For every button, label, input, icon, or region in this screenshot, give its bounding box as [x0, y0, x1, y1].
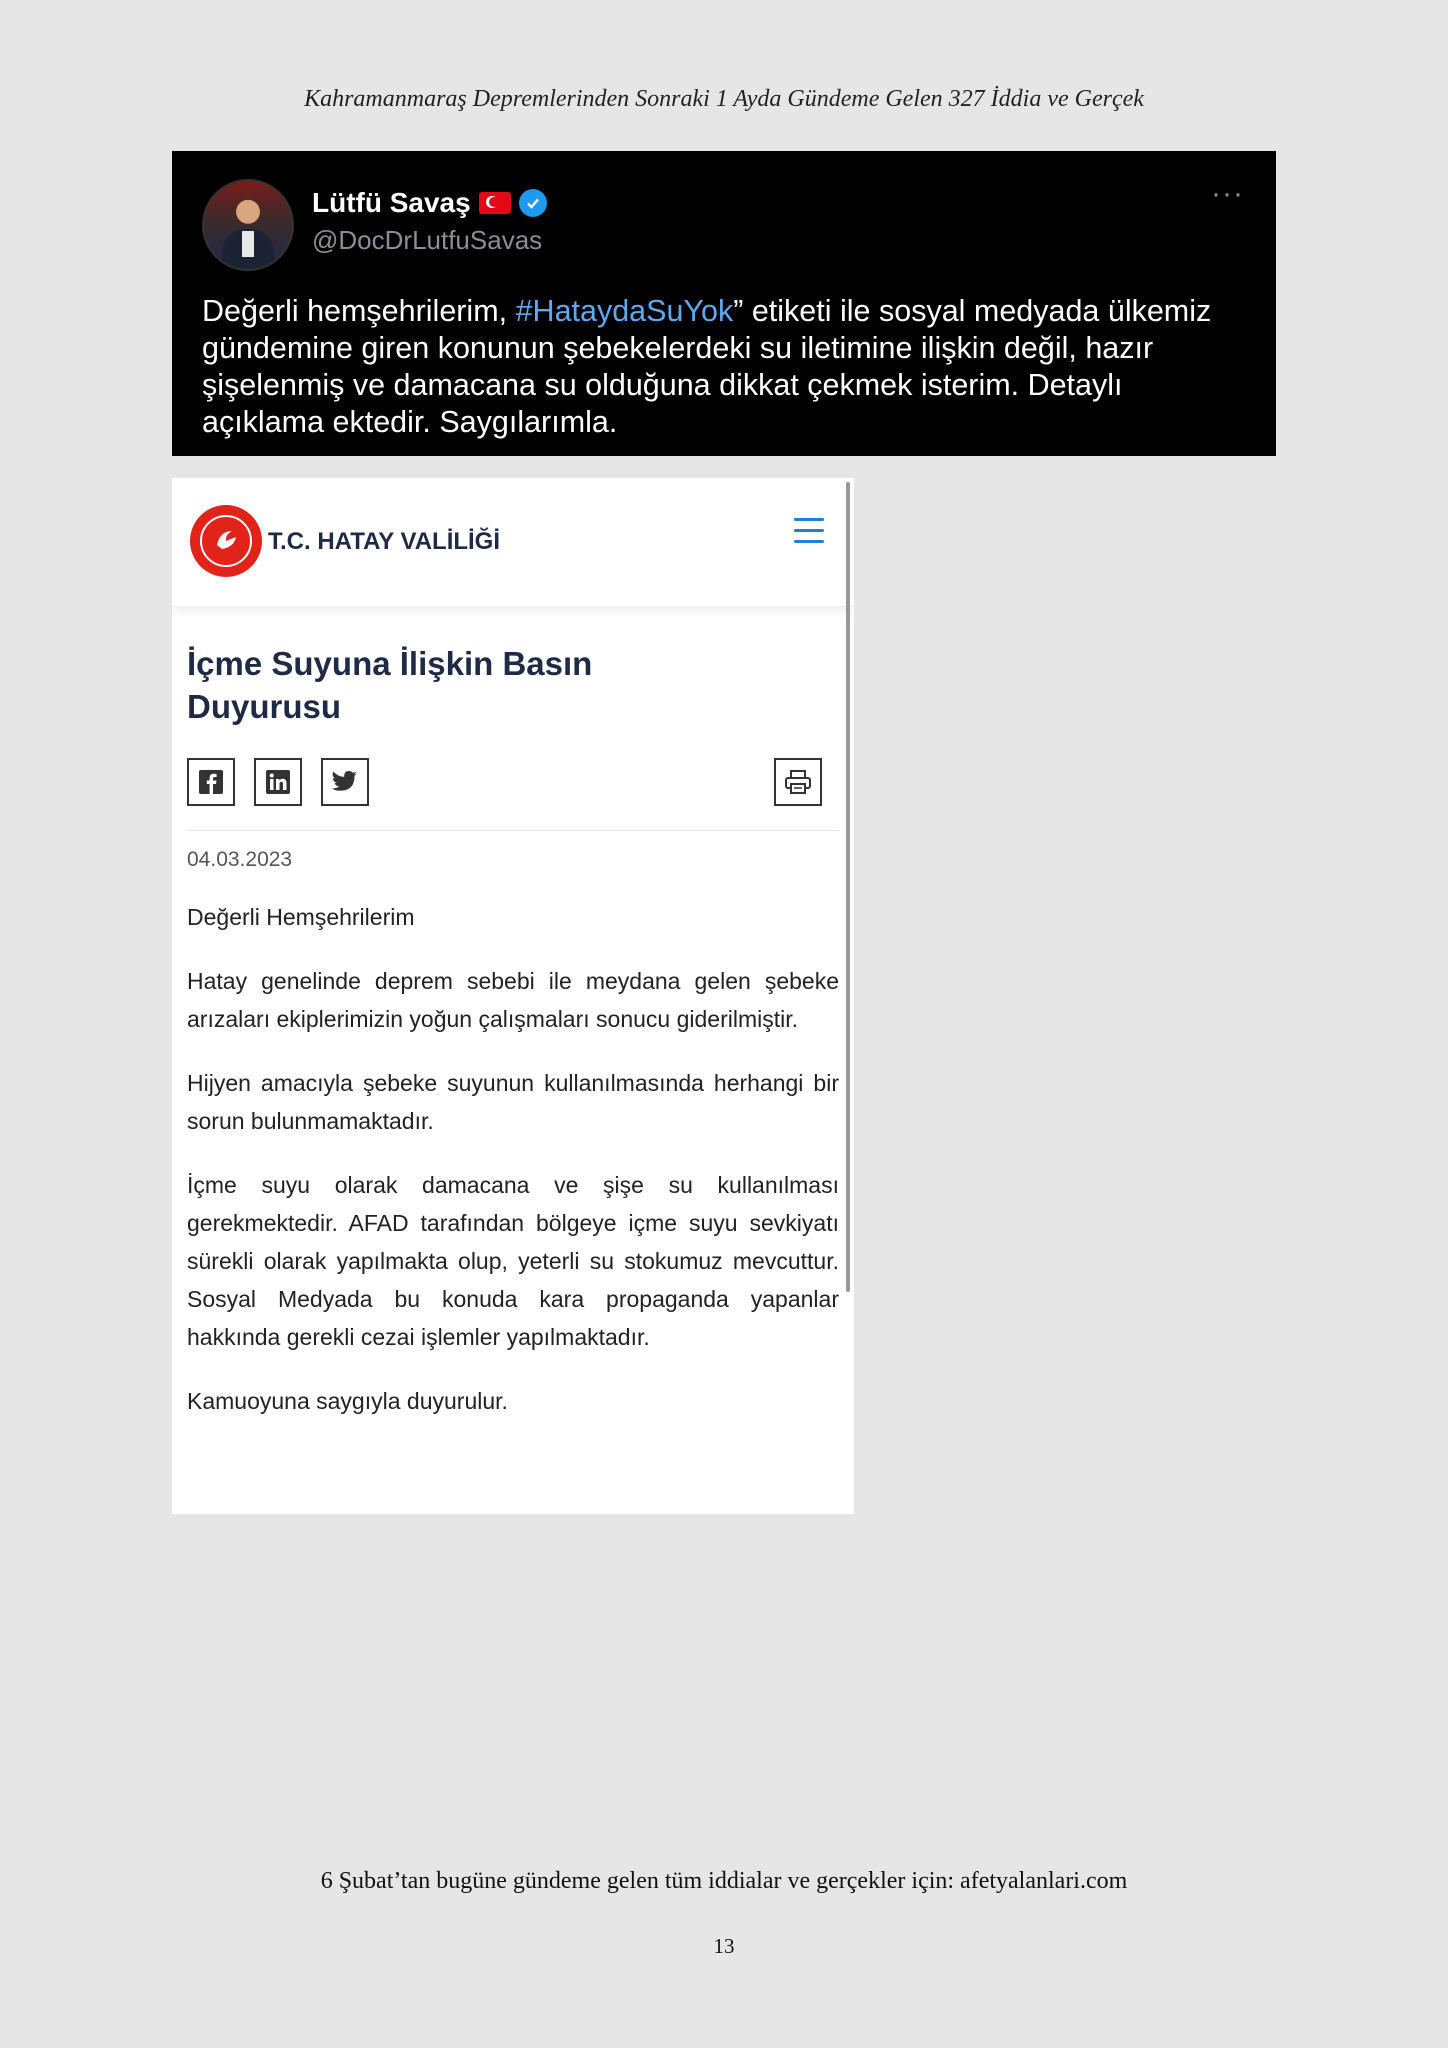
- press-release-body: [187, 898, 839, 1446]
- body-paragraph: Hijyen amacıyla şebeke suyunun kullanılmasında herhangi bir sorun bulunmamaktadır.: [187, 1070, 839, 1134]
- body-paragraph: Kamuoyuna saygıyla duyurulur.: [187, 1388, 508, 1414]
- print-icon: [784, 769, 812, 795]
- page-number: 13: [713, 1934, 735, 1958]
- press-release-card: [172, 478, 854, 1514]
- body-paragraph: İçme suyu olarak damacana ve şişe su kullanılması gerekmektedir. AFAD tarafından bölgeye içme suyu sevkiyatı sürekli olarak yapılmakta olup, yeterli su stokumuz mevcuttur. Sosyal Medyada bu konuda kara propaganda yapanlar hakkında gerekli cezai işlemler yapılmaktadır.: [187, 1172, 839, 1350]
- avatar: [202, 179, 294, 271]
- publish-date: 04.03.2023: [187, 848, 293, 871]
- linkedin-share-button[interactable]: [254, 758, 302, 806]
- body-paragraph: Değerli Hemşehrilerim: [187, 904, 415, 930]
- scrollbar[interactable]: [846, 482, 850, 1292]
- flag-icon: [479, 192, 511, 214]
- tweet-screenshot: [172, 151, 1276, 456]
- menu-icon[interactable]: [794, 518, 824, 548]
- twitter-share-button[interactable]: [321, 758, 369, 806]
- twitter-icon: [332, 771, 358, 793]
- page-title: İçme Suyuna İlişkin Basın Duyurusu: [187, 645, 593, 725]
- tweet-author-name: Lütfü Savaş: [312, 187, 471, 218]
- tweet-handle: @DocDrLutfuSavas: [312, 225, 543, 255]
- running-header: Kahramanmaraş Depremlerinden Sonraki 1 Ayda Gündeme Gelen 327 İddia ve Gerçek: [304, 86, 1144, 112]
- tweet-text: Değerli hemşehrilerim, #HataydaSuYok” etiketi ile sosyal medyada ülkemiz gündemine giren konunun şebekelerdeki su iletimine ilişkin değil, hazır şişelenmiş ve damacana su olduğuna dikkat çekmek isterim. Detaylı açıklama ektedir. Saygılarımla.: [202, 294, 1212, 439]
- linkedin-icon: [265, 769, 291, 795]
- footer-note: 6 Şubat’tan bugüne gündeme gelen tüm iddialar ve gerçekler için: afetyalanlari.com: [320, 1868, 1128, 1894]
- facebook-icon: [198, 769, 224, 795]
- site-header: [172, 478, 854, 607]
- body-paragraph: Hatay genelinde deprem sebebi ile meydana gelen şebeke arızaları ekiplerimizin yoğun çalışmaları sonucu giderilmiştir.: [187, 968, 839, 1032]
- site-title[interactable]: T.C. HATAY VALİLİĞİ: [268, 528, 501, 555]
- more-options-icon[interactable]: ···: [1211, 177, 1244, 210]
- print-button[interactable]: [774, 758, 822, 806]
- divider: [187, 830, 839, 831]
- tweet-author: [312, 187, 547, 219]
- facebook-share-button[interactable]: [187, 758, 235, 806]
- verified-icon: [519, 189, 547, 217]
- hashtag-link[interactable]: #HataydaSuYok: [515, 294, 734, 328]
- governorship-logo-icon: [190, 505, 262, 577]
